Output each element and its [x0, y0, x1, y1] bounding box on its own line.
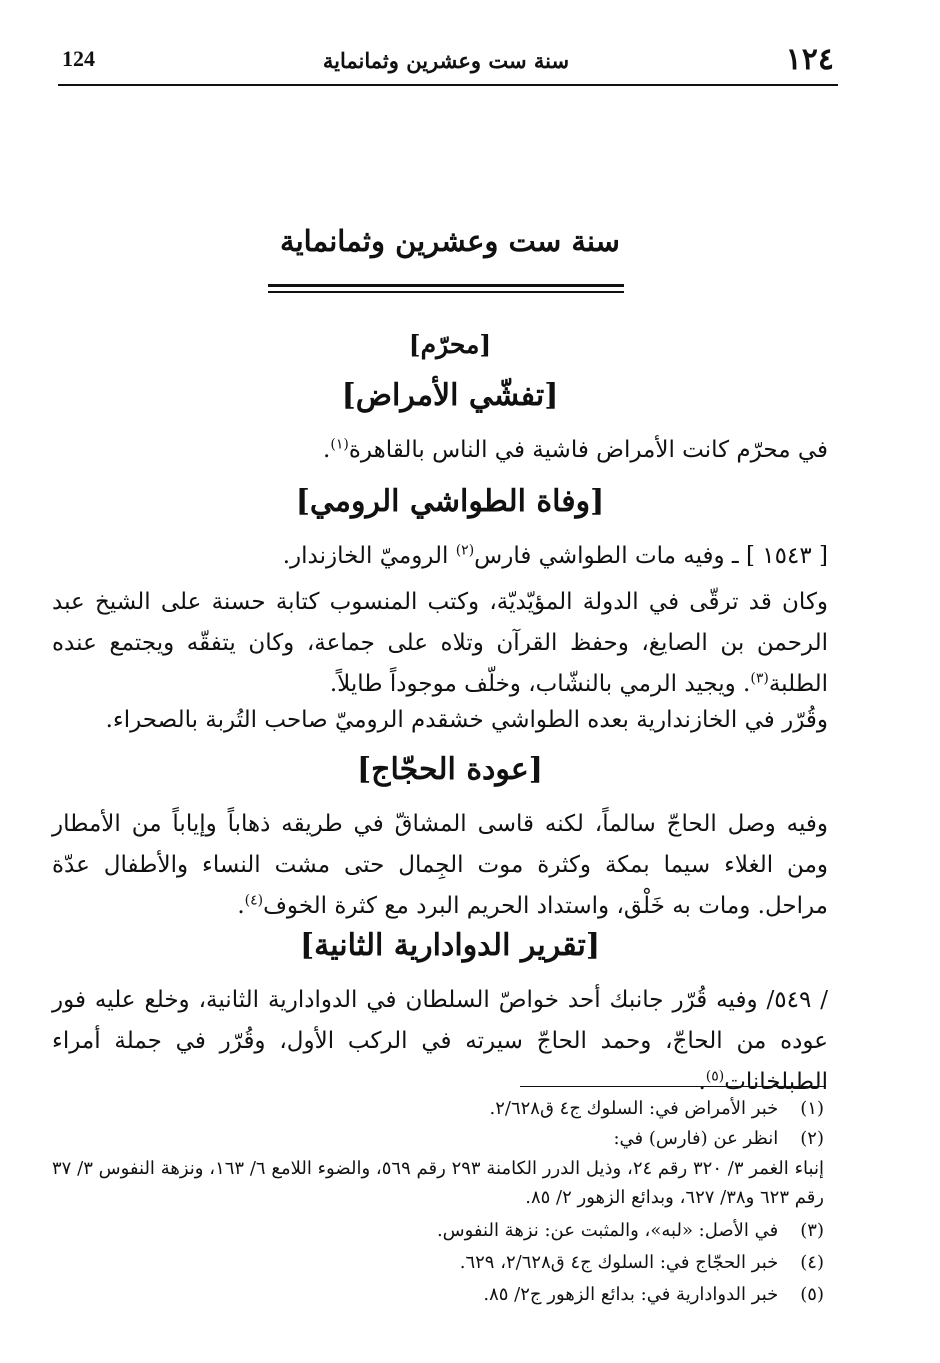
footnote-3: [52, 1216, 824, 1245]
footnote-2: [52, 1124, 824, 1153]
paragraph-text-end: .: [698, 1069, 706, 1095]
paragraph-text-end: . ويجيد الرمي بالنشّاب، وخلّف موجوداً طايلاً.: [329, 671, 751, 697]
footnote-text: إنباء الغمر ٣/ ٣٢٠ رقم ٢٤، وذيل الدرر الكامنة ٢٩٣ رقم ٥٦٩، والضوء اللامع ٦/ ١٦٣، ونزهة النفوس ٣/ ٣٧ رقم ٦٢٣ و٣٨/ ٦٢٧، وبدائع الزهور ٢/ ٨٥.: [52, 1158, 824, 1208]
title-double-rule-bottom: [268, 291, 624, 293]
footnote-text: في الأصل: «لبه»، والمثبت عن: نزهة النفوس.: [436, 1220, 779, 1241]
title-double-rule-top: [268, 284, 624, 287]
section-heading-death: [وفاة الطواشي الرومي]: [295, 484, 605, 519]
paragraph-text-end: .: [237, 893, 245, 919]
footnote-number: (٣): [800, 1220, 824, 1241]
paragraph-diseases: [52, 430, 828, 471]
footnote-4: [52, 1248, 824, 1277]
paragraph-text: وكان قد ترقّى في الدولة المؤيّديّة، وكتب المنسوب كتابة حسنة على الشيخ عبد الرحمن بن الصايغ، وحفظ القرآن وتلاه على جماعة، وكان يتفقّه ويجتمع عنده الطلبة: [52, 589, 828, 697]
paragraph-text-end: .: [323, 437, 331, 463]
paragraph-death-entry: [52, 536, 828, 577]
paragraph-text: / ٥٤٩/ وفيه قُرّر جانبك أحد خواصّ السلطان في الدوادارية الثانية، وخلع عليه فور عوده من الحاجّ، وحمد الحاجّ سيرته في الركب الأول، وقُرّر في جملة أمراء الطبلخانات: [52, 987, 828, 1095]
paragraph-text-end: الروميّ الخازندار.: [282, 543, 456, 569]
footnote-text: خبر الدوادارية في: بدائع الزهور ج٢/ ٨٥.: [483, 1284, 779, 1305]
paragraph-text: في محرّم كانت الأمراض فاشية في الناس بالقاهرة: [348, 437, 828, 463]
footnote-text: انظر عن (فارس) في:: [613, 1128, 779, 1149]
paragraph-pilgrims: [52, 804, 828, 927]
footnote-ref: (١): [330, 436, 349, 453]
footnote-text: خبر الأمراض في: السلوك ج٤ ق٢/٦٢٨.: [489, 1098, 779, 1119]
footnote-5: [52, 1280, 824, 1309]
footnote-ref: (٥): [705, 1068, 725, 1085]
month-heading: [محرّم]: [408, 330, 492, 359]
footnote-text: خبر الحجّاج في: السلوك ج٤ ق٢/٦٢٨، ٦٢٩.: [459, 1252, 779, 1273]
chapter-title: سنة ست وعشرين وثمانماية: [280, 224, 620, 258]
footnote-ref: (٢): [455, 542, 475, 559]
footnote-1: [52, 1094, 824, 1123]
section-heading-pilgrims: [عودة الحجّاج]: [356, 752, 544, 787]
section-heading-dawadariya: [تقرير الدوادارية الثانية]: [299, 928, 601, 963]
paragraph-text: وفيه وصل الحاجّ سالماً، لكنه قاسى المشاقّ في طريقه ذهاباً وإياباً من الأمطار ومن الغلاء سيما بمكة وكثرة موت الجِمال حتى مشت النساء والأطفال عدّة مراحل. ومات به خَلْق، واستداد الحريم البرد مع كثرة الخوف: [52, 811, 828, 919]
paragraph-death-bio: [52, 582, 828, 705]
paragraph-text: وقُرّر في الخازندارية بعده الطواشي خشقدم الروميّ صاحب التُربة بالصحراء.: [105, 707, 828, 733]
footnote-number: (٥): [800, 1284, 824, 1305]
footnote-number: (١): [800, 1098, 824, 1119]
paragraph-text: [ ١٥٤٣ ] ـ وفيه مات الطواشي فارس: [474, 543, 828, 569]
footnote-ref: (٣): [750, 670, 769, 687]
running-header: [58, 40, 834, 80]
footnote-2-sources: [52, 1154, 824, 1212]
footnote-number: (٤): [800, 1252, 824, 1273]
paragraph-successor: [52, 700, 828, 741]
section-heading-diseases: [تفشّي الأمراض]: [341, 378, 559, 413]
running-title: سنة ست وعشرين وثمانماية: [322, 48, 570, 73]
footnote-ref: (٤): [244, 892, 264, 909]
header-rule: [58, 84, 838, 86]
footnote-separator: [520, 1086, 826, 1087]
page-number-latin: 124: [62, 46, 95, 71]
paragraph-dawadariya: [52, 980, 828, 1103]
footnote-number: (٢): [800, 1128, 824, 1149]
page-number-arabic: ١٢٤: [785, 42, 834, 77]
